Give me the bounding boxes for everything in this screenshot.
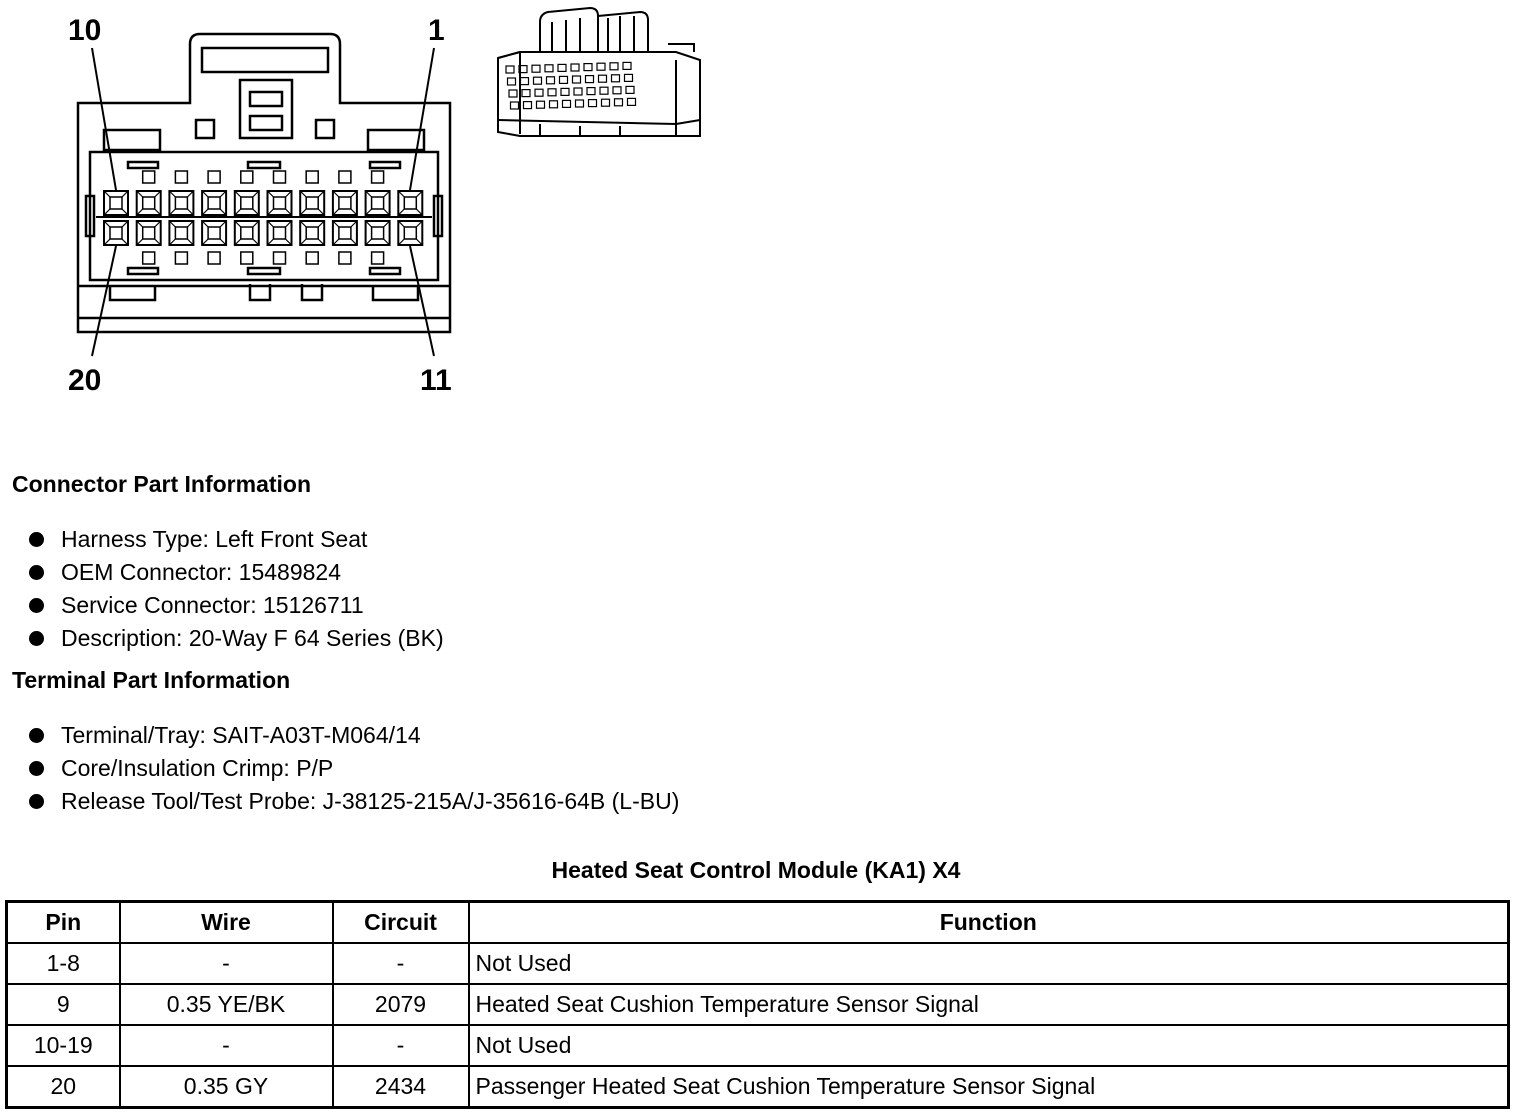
list-item: OEM Connector: 15489824 [28,556,444,589]
list-item: Harness Type: Left Front Seat [28,523,444,556]
iso-cavity [534,77,542,84]
iso-cavity [628,98,636,105]
test-probe-window [143,252,155,264]
column-header-wire: Wire [120,902,333,944]
iso-cavity [508,78,516,85]
test-probe-window [306,252,318,264]
iso-cavity [589,100,597,107]
terminal-cavity-inner [339,227,351,239]
iso-cavity [537,101,545,108]
iso-cavity [548,89,556,96]
iso-cavity [597,63,605,70]
terminal-cavity-inner [175,227,187,239]
table-row [7,943,1509,984]
column-header-pin: Pin [7,902,120,944]
circuit-cell: 2434 [333,1066,469,1108]
list-item: Description: 20-Way F 64 Series (BK) [28,622,444,655]
column-header-function: Function [469,902,1509,944]
wire-cell: 0.35 YE/BK [120,984,333,1025]
connector-isometric-cavities [506,62,636,109]
iso-cavity [586,76,594,83]
terminal-cavity-inner [143,227,155,239]
terminal-cavity-inner [274,197,286,209]
iso-cavity [521,78,529,85]
test-probe-window [274,171,286,183]
table-row [7,1025,1509,1066]
test-probe-window [372,252,384,264]
table-row [7,984,1509,1025]
iso-cavity [558,64,566,71]
terminal-cavity-inner [208,227,220,239]
wire-cell: - [120,1025,333,1066]
terminal-cavity-inner [274,227,286,239]
test-probe-window [175,252,187,264]
test-probe-window [339,171,351,183]
table-row [7,1066,1509,1108]
iso-cavity [587,88,595,95]
iso-cavity [613,87,621,94]
terminal-cavity-inner [339,197,351,209]
iso-cavity [602,99,610,106]
list-item: Core/Insulation Crimp: P/P [28,752,679,785]
iso-cavity [560,76,568,83]
connector-part-information-heading: Connector Part Information [12,471,312,497]
wire-cell: - [120,943,333,984]
terminal-cavity-inner [372,197,384,209]
test-probe-window [339,252,351,264]
iso-cavity [532,65,540,72]
pin-cell: 1-8 [7,943,120,984]
iso-cavity [623,62,631,69]
terminal-cavity-inner [241,197,253,209]
test-probe-window [143,171,155,183]
iso-cavity [576,100,584,107]
pin-cell: 9 [7,984,120,1025]
terminal-cavity-inner [110,227,122,239]
connector-part-information-list [28,523,444,655]
iso-cavity [550,101,558,108]
table-header-row [7,902,1509,944]
function-cell: Passenger Heated Seat Cushion Temperature Sensor Signal [469,1066,1509,1108]
test-probe-window [274,252,286,264]
terminal-cavity-inner [306,197,318,209]
terminal-part-information-heading: Terminal Part Information [12,667,291,693]
iso-cavity [574,88,582,95]
iso-cavity [571,64,579,71]
terminal-cavity-inner [404,227,416,239]
iso-cavity [506,66,514,73]
list-item: Release Tool/Test Probe: J-38125-215A/J-35616-64B (L-BU) [28,785,679,818]
terminal-part-information-list [28,719,679,818]
test-probe-window [208,252,220,264]
iso-cavity [547,77,555,84]
list-item: Terminal/Tray: SAIT-A03T-M064/14 [28,719,679,752]
terminal-cavity-inner [372,227,384,239]
terminal-cavity-inner [306,227,318,239]
table-title: Heated Seat Control Module (KA1) X4 [551,857,961,883]
iso-cavity [600,87,608,94]
test-probe-window [241,252,253,264]
terminal-cavity-inner [110,197,122,209]
iso-cavity [561,88,569,95]
test-probe-window [208,171,220,183]
iso-cavity [535,89,543,96]
circuit-cell: 2079 [333,984,469,1025]
test-probe-window [175,171,187,183]
pin-label-1: 1 [428,14,445,47]
iso-cavity [522,90,530,97]
terminal-cavity-inner [143,197,155,209]
list-item: Service Connector: 15126711 [28,589,444,622]
pin-cell: 10-19 [7,1025,120,1066]
terminal-cavity-inner [241,227,253,239]
iso-cavity [545,65,553,72]
circuit-cell: - [333,943,469,984]
terminal-cavity-inner [208,197,220,209]
test-probe-window [241,171,253,183]
iso-cavity [626,86,634,93]
iso-cavity [584,64,592,71]
pin-label-20: 20 [68,364,102,397]
iso-cavity [573,76,581,83]
column-header-circuit: Circuit [333,902,469,944]
iso-cavity [524,102,532,109]
pin-label-11: 11 [420,364,452,397]
circuit-cell: - [333,1025,469,1066]
test-probe-window [306,171,318,183]
connector-isometric-icon [498,8,700,136]
pin-cell: 20 [7,1066,120,1108]
iso-cavity [625,74,633,81]
terminal-cavity-inner [175,197,187,209]
terminal-cavity-inner [404,197,416,209]
pin-label-10: 10 [68,14,102,47]
iso-cavity [615,99,623,106]
pinout-table [5,900,1510,1109]
iso-cavity [509,90,517,97]
iso-cavity [610,63,618,70]
iso-cavity [612,75,620,82]
iso-cavity [511,102,519,109]
function-cell: Not Used [469,943,1509,984]
iso-cavity [563,100,571,107]
function-cell: Not Used [469,1025,1509,1066]
test-probe-window [372,171,384,183]
connector-face-diagram [0,0,760,420]
wire-cell: 0.35 GY [120,1066,333,1108]
iso-cavity [599,75,607,82]
function-cell: Heated Seat Cushion Temperature Sensor Signal [469,984,1509,1025]
